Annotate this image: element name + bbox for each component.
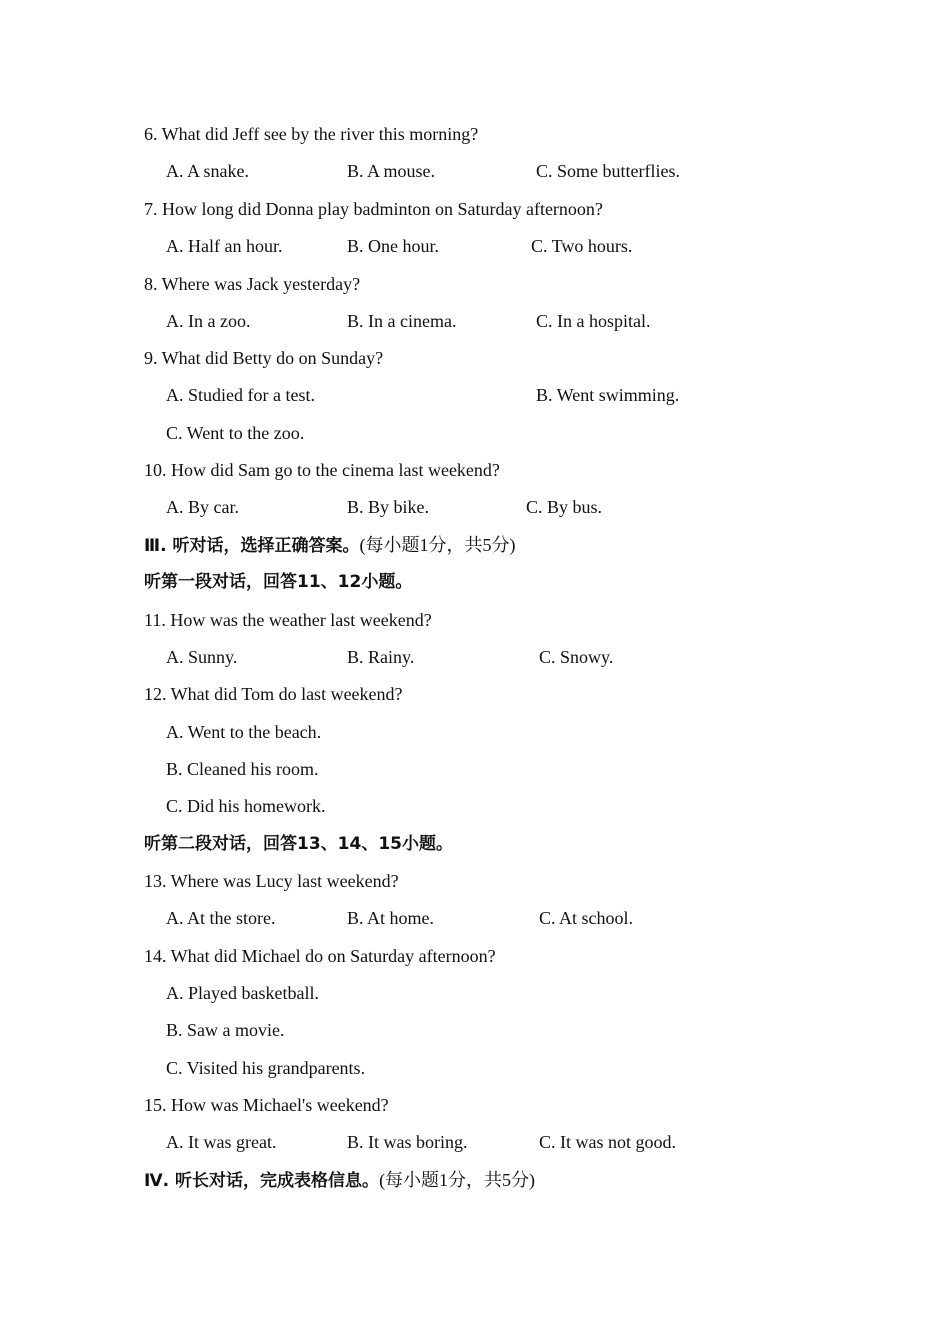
- option-b: B. Saw a movie.: [166, 1020, 285, 1040]
- section-4-score: (每小题1分，共5分): [379, 1170, 536, 1190]
- option-a: A. Played basketball.: [166, 983, 319, 1003]
- option-a: A. A snake.: [166, 161, 249, 181]
- option-c: C. Visited his grandparents.: [166, 1058, 366, 1078]
- question-15: 15. How was Michael's weekend?: [144, 1095, 389, 1115]
- section-3-score: (每小题1分，共5分): [359, 535, 516, 555]
- option-c: C. Two hours.: [531, 236, 633, 256]
- option-c: C. At school.: [539, 908, 634, 928]
- option-b: B. Cleaned his room.: [166, 759, 319, 779]
- option-c: C. In a hospital.: [536, 311, 651, 331]
- question-10: 10. How did Sam go to the cinema last weekend?: [144, 460, 500, 480]
- option-a: A. Sunny.: [166, 647, 238, 667]
- option-c: C. It was not good.: [539, 1132, 676, 1152]
- option-c: C. Snowy.: [539, 647, 614, 667]
- option-a: A. In a zoo.: [166, 311, 251, 331]
- section-4-heading: [144, 1169, 535, 1192]
- option-c: C. Went to the zoo.: [166, 423, 305, 443]
- option-b: B. At home.: [347, 908, 435, 928]
- option-b: B. A mouse.: [347, 161, 436, 181]
- option-a: A. Half an hour.: [166, 236, 283, 256]
- section-4-title: Ⅳ. 听长对话，完成表格信息。: [144, 1171, 380, 1191]
- section-3-part-2: 听第二段对话，回答13、14、15小题。: [144, 834, 453, 854]
- question-14: 14. What did Michael do on Saturday afternoon?: [144, 946, 496, 966]
- option-c: C. By bus.: [526, 497, 603, 517]
- option-b: B. Rainy.: [347, 647, 415, 667]
- option-b: B. By bike.: [347, 497, 430, 517]
- question-7: 7. How long did Donna play badminton on Saturday afternoon?: [144, 199, 603, 219]
- question-13: 13. Where was Lucy last weekend?: [144, 871, 399, 891]
- option-b: B. Went swimming.: [536, 385, 680, 405]
- option-c: C. Some butterflies.: [536, 161, 680, 181]
- option-a: A. Went to the beach.: [166, 722, 322, 742]
- question-11: 11. How was the weather last weekend?: [144, 610, 432, 630]
- section-3-title: Ⅲ. 听对话，选择正确答案。: [144, 536, 360, 556]
- option-c: C. Did his homework.: [166, 796, 326, 816]
- question-6: 6. What did Jeff see by the river this morning?: [144, 124, 479, 144]
- option-b: B. One hour.: [347, 236, 439, 256]
- question-8: 8. Where was Jack yesterday?: [144, 274, 361, 294]
- option-a: A. By car.: [166, 497, 239, 517]
- option-a: A. Studied for a test.: [166, 385, 315, 405]
- option-a: A. At the store.: [166, 908, 276, 928]
- option-b: B. In a cinema.: [347, 311, 457, 331]
- question-12: 12. What did Tom do last weekend?: [144, 684, 403, 704]
- question-9: 9. What did Betty do on Sunday?: [144, 348, 384, 368]
- section-3-heading: [144, 534, 515, 557]
- section-3-part-1: 听第一段对话，回答11、12小题。: [144, 572, 413, 592]
- option-a: A. It was great.: [166, 1132, 277, 1152]
- option-b: B. It was boring.: [347, 1132, 468, 1152]
